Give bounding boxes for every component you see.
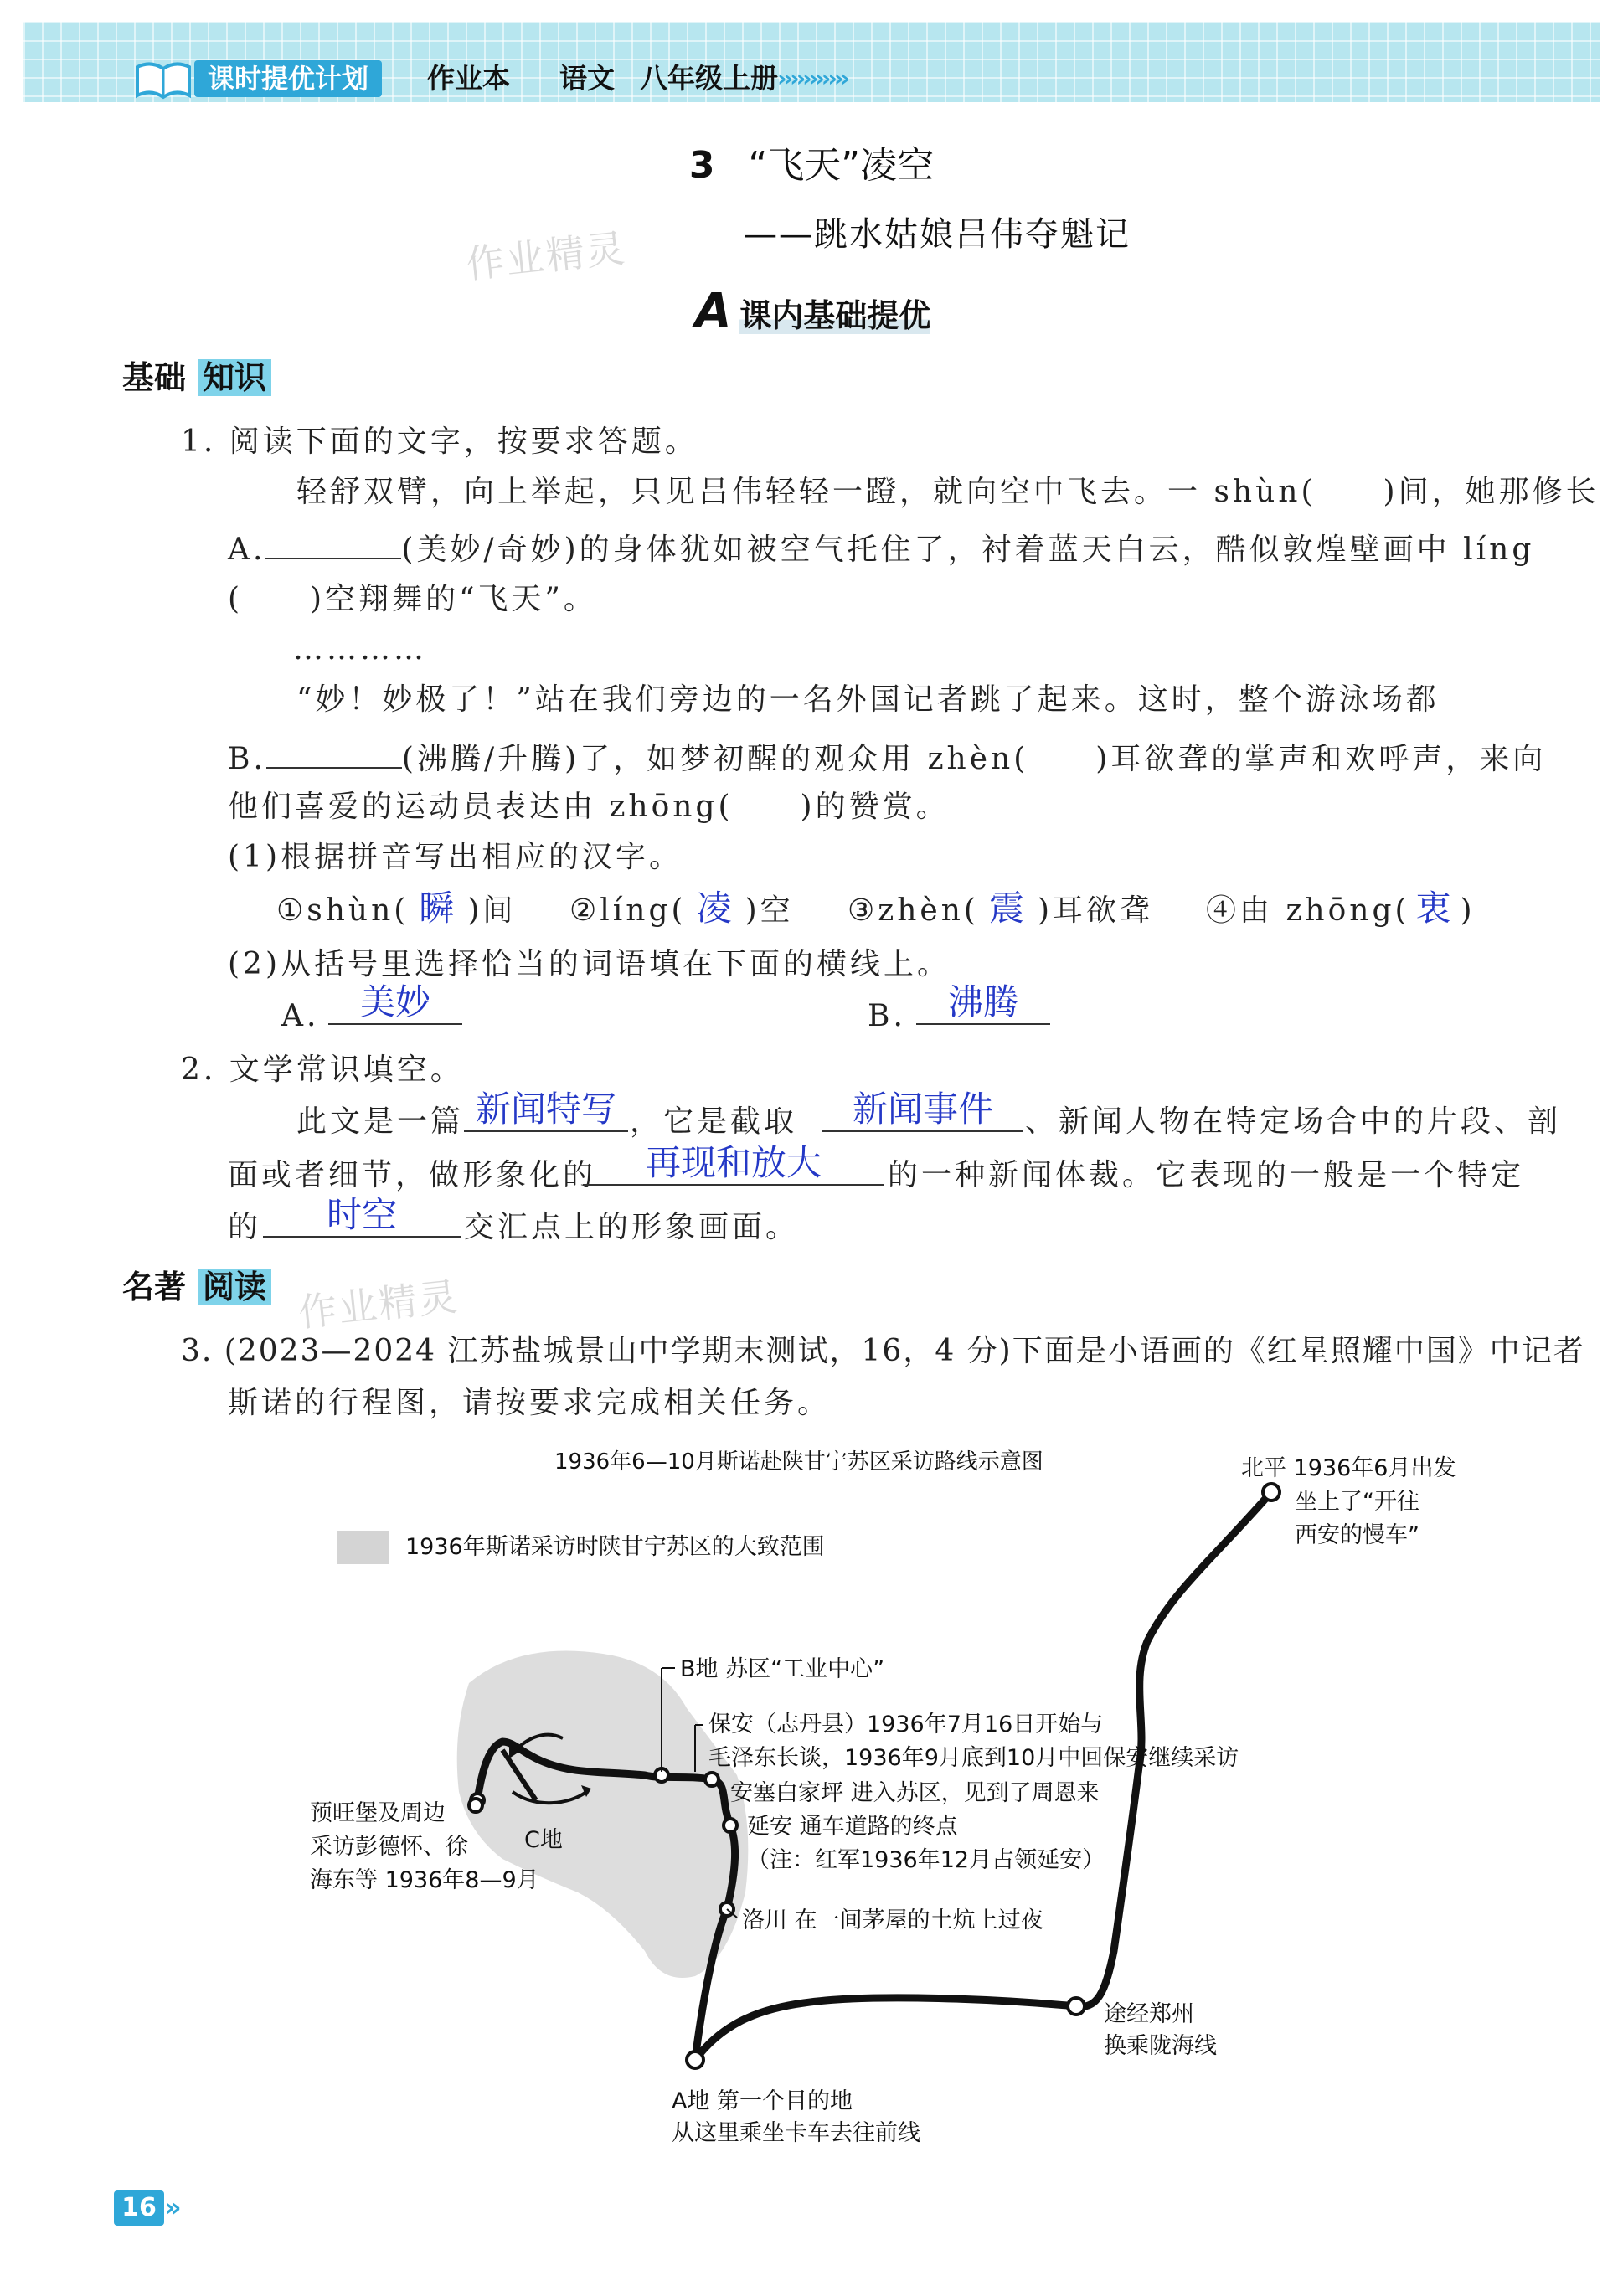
station-anse [705, 1773, 719, 1786]
q1-p2-line2-text: (沸腾/升腾)了，如梦初醒的观众用 zhèn( )耳欲聋的掌声和欢呼声，来向 [401, 742, 1547, 776]
q1-p1-line2 [228, 521, 1534, 575]
label-baoan-2: 毛泽东长谈，1936年9月底到10月中回保安继续采访 [708, 1745, 1239, 1771]
fill-4-answer[interactable]: 衷 [1415, 888, 1455, 929]
q2-answer-3[interactable]: 再现和放大 [583, 1142, 884, 1186]
open-book-icon [134, 59, 193, 100]
legend-swatch [337, 1531, 389, 1564]
double-chevron-icon: » [164, 2191, 182, 2223]
book-type: 作业本 [427, 62, 510, 95]
q1-p2-line3: 他们喜爱的运动员表达由 zhōng( )的赞赏。 [228, 790, 950, 824]
station-a [687, 2051, 703, 2068]
category-classic-a: 名著 [122, 1269, 187, 1305]
q3-line1: 3. (2023—2024 江苏盐城景山中学期末测试，16，4 分)下面是小语画的《红星照耀中国》中记者 [181, 1334, 1585, 1368]
q2-stem: 2. 文学常识填空。 [181, 1053, 464, 1087]
q1-p1-line2-text: (美妙/奇妙)的身体犹如被空气托住了，衬着蓝天白云，酷似敦煌壁画中 líng [401, 533, 1535, 567]
station-beiping [1263, 1484, 1280, 1501]
lesson-title [0, 141, 1623, 191]
label-anse: 安塞白家坪 进入苏区，见到了周恩来 [730, 1780, 1100, 1806]
q1-p1-line3: ( )空翔舞的“飞天”。 [228, 582, 597, 616]
q1-stem: 1. 阅读下面的文字，按要求答题。 [181, 425, 698, 459]
q2-line1-b: ，它是截取 [630, 1104, 798, 1139]
fill-3-answer[interactable]: 震 [988, 888, 1028, 929]
blank-a[interactable] [265, 521, 401, 559]
q2-line1-a: 此文是一篇 [296, 1104, 465, 1139]
category-basic-b: 知识 [198, 359, 271, 396]
chevron-right-icon: ››››››››››› [777, 64, 847, 92]
fill-1-pre: ①shùn( [276, 893, 410, 928]
page-number: 16 [114, 2190, 164, 2226]
label-zhengzhou-1: 途经郑州 [1104, 2001, 1194, 2027]
watermark-2: 作业精灵 [296, 1274, 461, 1336]
label-beiping-3: 西安的慢车” [1295, 1522, 1419, 1548]
series-tag: 课时提优计划 [194, 60, 382, 97]
label-yuwang-1: 预旺堡及周边 [310, 1800, 446, 1826]
fill-item-3 [848, 886, 1153, 936]
fill-item-1 [276, 886, 516, 936]
fill-item-4 [1206, 886, 1476, 936]
q1-p2-line1: “妙！妙极了！”站在我们旁边的一名外国记者跳了起来。这时，整个游泳场都 [296, 682, 1440, 717]
q2-line2-b: 的一种新闻体裁。它表现的一般是一个特定 [888, 1158, 1525, 1192]
q1-p1-line1: 轻舒双臂，向上举起，只见吕伟轻轻一蹬，就向空中飞去。一 shùn( )间，她那修长 [296, 475, 1600, 509]
section-label: 课内基础提优 [739, 297, 931, 334]
lesson-subtitle: ——跳水姑娘吕伟夺魁记 [744, 215, 1131, 254]
label-yuwang-3: 海东等 1936年8—9月 [310, 1867, 539, 1893]
q2-line2-a: 面或者细节，做形象化的 [228, 1158, 597, 1192]
q2-answer-4[interactable]: 时空 [263, 1194, 461, 1238]
answer-b-label: B. [868, 999, 906, 1033]
q2-answer-1[interactable]: 新闻特写 [464, 1089, 628, 1132]
category-basic [122, 355, 271, 400]
fill-4-pre: ④由 zhōng( [1206, 893, 1410, 928]
blank-b[interactable] [266, 730, 402, 769]
label-beiping-1: 北平 1936年6月出发 [1241, 1455, 1456, 1481]
answer-a-label: A. [281, 999, 320, 1033]
fill-item-2 [569, 886, 794, 936]
subject: 语文 [559, 62, 615, 95]
q2-answer-2[interactable]: 新闻事件 [822, 1089, 1023, 1132]
grade: 八年级上册 [640, 62, 778, 95]
label-yanan-2: （注：红军1936年12月占领延安） [747, 1847, 1105, 1873]
fill-3-post: )耳欲聋 [1037, 893, 1154, 928]
fill-2-pre: ②líng( [569, 893, 687, 928]
ellipsis: ………… [293, 632, 427, 667]
q2-line3-a: 的 [228, 1210, 262, 1244]
answer-b[interactable]: 沸腾 [916, 981, 1050, 1025]
answer-a[interactable]: 美妙 [328, 981, 462, 1025]
fill-1-post: )间 [467, 893, 517, 928]
fill-1-answer[interactable]: 瞬 [419, 888, 458, 929]
category-classic-b: 阅读 [198, 1269, 271, 1305]
fill-2-answer[interactable]: 凌 [696, 888, 735, 929]
soviet-area-region [457, 1651, 749, 1978]
q2-line3-b: 交汇点上的形象画面。 [464, 1210, 800, 1244]
section-letter: A [695, 284, 732, 338]
label-c-site: C地 [524, 1827, 563, 1853]
category-classic [122, 1264, 271, 1310]
map-title: 1936年6—10月斯诺赴陕甘宁苏区采访路线示意图 [554, 1449, 1043, 1475]
label-a: A. [228, 533, 266, 567]
label-a-site-1: A地 第一个目的地 [672, 2088, 853, 2114]
label-yanan-1: 延安 通车道路的终点 [747, 1814, 958, 1840]
label-luochuan: 洛川 在一间茅屋的土炕上过夜 [742, 1907, 1043, 1933]
label-b-site: B地 苏区“工业中心” [680, 1656, 885, 1682]
label-beiping-2: 坐上了“开往 [1295, 1489, 1419, 1515]
watermark: 作业精灵 [463, 225, 629, 287]
q1-sub2: (2)从括号里选择恰当的词语填在下面的横线上。 [228, 947, 951, 981]
label-baoan-1: 保安（志丹县）1936年7月16日开始与 [708, 1712, 1104, 1737]
station-yanan [724, 1819, 737, 1832]
label-zhengzhou-2: 换乘陇海线 [1104, 2033, 1217, 2059]
lesson-title-text: “飞天”凌空 [748, 144, 935, 187]
lesson-number: 3 [688, 144, 715, 187]
map-legend: 1936年斯诺采访时陕甘宁苏区的大致范围 [405, 1534, 825, 1560]
label-a-site-2: 从这里乘坐卡车去往前线 [672, 2120, 920, 2146]
fill-3-pre: ③zhèn( [848, 893, 979, 928]
section-heading [695, 284, 931, 339]
fill-2-post: )空 [745, 893, 794, 928]
category-basic-a: 基础 [122, 359, 187, 396]
station-yuwang [469, 1799, 482, 1812]
q3-line2: 斯诺的行程图，请按要求完成相关任务。 [228, 1386, 832, 1420]
q2-line1-c: 、新闻人物在特定场合中的片段、剖 [1025, 1104, 1562, 1139]
q1-p2-line2 [228, 730, 1546, 785]
station-zhengzhou [1068, 1998, 1085, 2015]
q1-sub1: (1)根据拼音写出相应的汉字。 [228, 840, 683, 874]
fill-4-post: ) [1460, 893, 1476, 928]
label-b: B. [228, 742, 266, 776]
label-yuwang-2: 采访彭德怀、徐 [310, 1834, 468, 1860]
